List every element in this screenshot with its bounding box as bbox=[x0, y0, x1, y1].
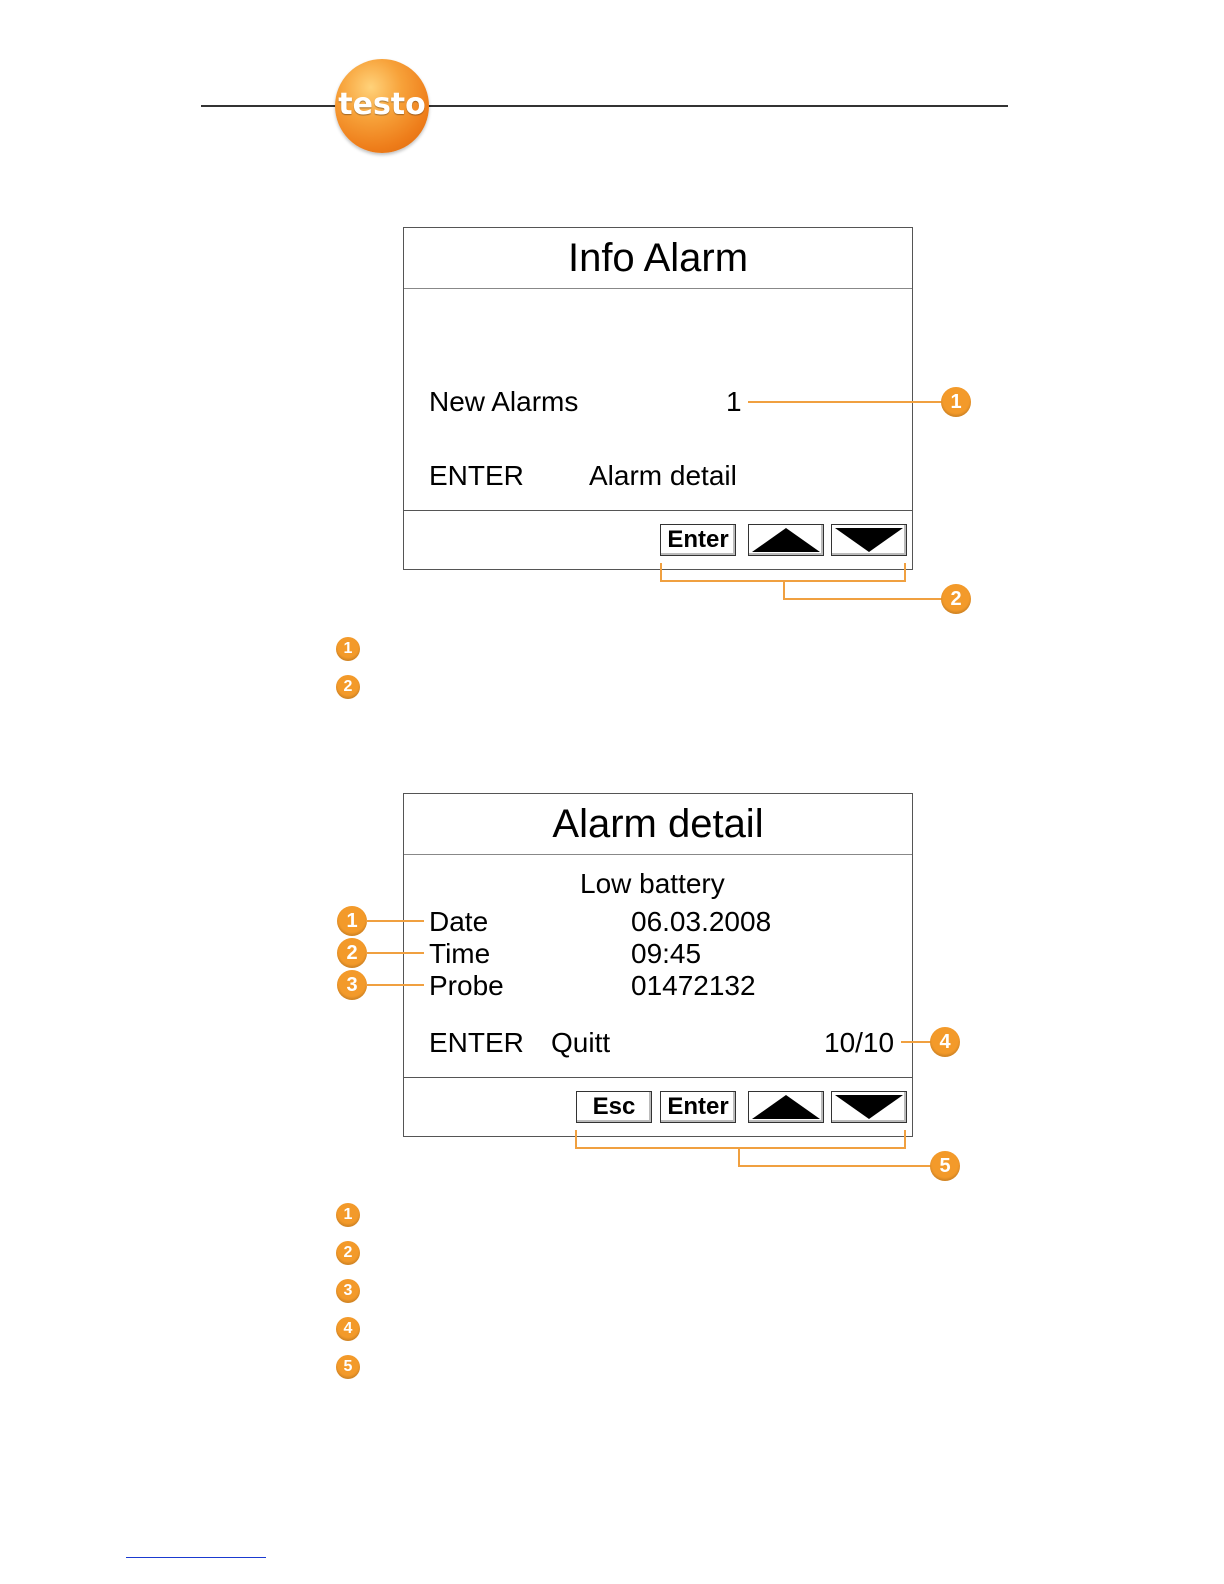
legend-badge: 1 bbox=[336, 1203, 360, 1227]
legend-badge: 1 bbox=[336, 637, 360, 661]
callout-badge: 1 bbox=[337, 906, 367, 936]
callout-badge: 3 bbox=[337, 970, 367, 1000]
legend-badge: 2 bbox=[336, 1241, 360, 1265]
arrow-down-icon bbox=[835, 528, 903, 552]
callout-badge: 5 bbox=[930, 1151, 960, 1181]
alarm-detail-softkey-bar bbox=[404, 1077, 912, 1136]
alarm-detail-screen bbox=[403, 793, 913, 1137]
callout-line bbox=[783, 598, 943, 600]
date-label: Date bbox=[429, 906, 489, 937]
down-softkey[interactable] bbox=[831, 1091, 907, 1123]
footer-link-underline[interactable] bbox=[126, 1557, 266, 1558]
date-value: 06.03.2008 bbox=[631, 906, 772, 937]
callout-badge: 4 bbox=[930, 1027, 960, 1057]
arrow-up-icon bbox=[752, 528, 820, 552]
header-rule-right bbox=[428, 105, 1008, 107]
up-softkey[interactable] bbox=[748, 524, 824, 556]
enter-hint-action: Alarm detail bbox=[589, 460, 737, 491]
callout-badge: 2 bbox=[337, 938, 367, 968]
callout-badge: 2 bbox=[941, 584, 971, 614]
header-rule-left bbox=[201, 105, 336, 107]
legend-badge: 5 bbox=[336, 1355, 360, 1379]
legend-badge: 2 bbox=[336, 675, 360, 699]
arrow-up-icon bbox=[752, 1095, 820, 1119]
callout-line bbox=[366, 984, 424, 986]
alarm-counter: 10/10 bbox=[824, 1027, 895, 1058]
logo-text: testo bbox=[338, 86, 426, 122]
esc-softkey[interactable]: Esc bbox=[576, 1091, 652, 1123]
callout-line bbox=[901, 1041, 933, 1043]
callout-line bbox=[748, 401, 943, 403]
new-alarms-value: 1 bbox=[726, 386, 742, 417]
callout-line bbox=[366, 952, 424, 954]
arrow-down-icon bbox=[835, 1095, 903, 1119]
bracket-line bbox=[783, 580, 785, 599]
time-value: 09:45 bbox=[631, 938, 702, 969]
time-label: Time bbox=[429, 938, 491, 969]
enter-hint-label: ENTER bbox=[429, 1027, 524, 1058]
callout-badge: 1 bbox=[941, 387, 971, 417]
callout-line bbox=[366, 920, 424, 922]
legend-badge: 3 bbox=[336, 1279, 360, 1303]
enter-softkey[interactable]: Enter bbox=[660, 1091, 736, 1123]
enter-hint-action: Quitt bbox=[551, 1027, 611, 1058]
probe-value: 01472132 bbox=[631, 970, 756, 1001]
up-softkey[interactable] bbox=[748, 1091, 824, 1123]
testo-logo bbox=[335, 59, 429, 153]
down-softkey[interactable] bbox=[831, 524, 907, 556]
bracket-line bbox=[575, 1147, 906, 1149]
probe-label: Probe bbox=[429, 970, 504, 1001]
alarm-type: Low battery bbox=[580, 868, 725, 899]
bracket-line bbox=[738, 1147, 740, 1166]
new-alarms-label: New Alarms bbox=[429, 386, 579, 417]
info-alarm-softkey-bar bbox=[404, 510, 912, 569]
info-alarm-title: Info Alarm bbox=[404, 228, 912, 289]
enter-softkey[interactable]: Enter bbox=[660, 524, 736, 556]
alarm-detail-title: Alarm detail bbox=[404, 794, 912, 855]
info-alarm-screen bbox=[403, 227, 913, 570]
enter-hint-label: ENTER bbox=[429, 460, 524, 491]
legend-badge: 4 bbox=[336, 1317, 360, 1341]
callout-line bbox=[738, 1165, 932, 1167]
